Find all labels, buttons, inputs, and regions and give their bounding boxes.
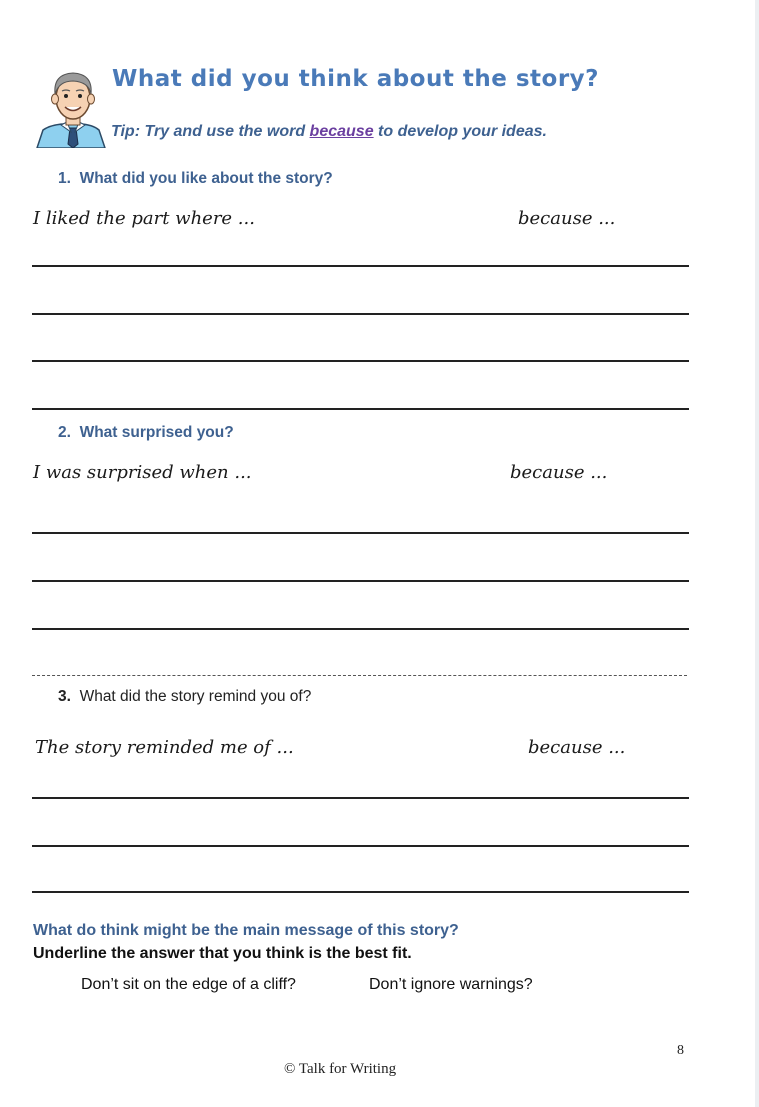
question-1	[58, 170, 333, 188]
question-1-number: 1.	[58, 170, 71, 187]
tip-suffix: to develop your ideas.	[373, 123, 547, 140]
answer-line[interactable]	[32, 265, 689, 267]
answer-line[interactable]	[32, 891, 689, 893]
answer-line[interactable]	[32, 408, 689, 410]
message-instruction: Underline the answer that you think is the best fit.	[33, 945, 412, 962]
question-2-text: What surprised you?	[79, 424, 234, 441]
message-option-2[interactable]: Don’t ignore warnings?	[369, 976, 533, 993]
answer-line[interactable]	[32, 580, 689, 582]
question-2-starter: I was surprised when ...	[33, 462, 252, 483]
answer-line[interactable]	[32, 360, 689, 362]
question-1-text: What did you like about the story?	[79, 170, 333, 187]
answer-line-dashed[interactable]	[32, 675, 687, 676]
page-number: 8	[677, 1043, 684, 1058]
answer-line[interactable]	[32, 845, 689, 847]
question-3-number: 3.	[58, 688, 71, 705]
answer-line[interactable]	[32, 797, 689, 799]
answer-line[interactable]	[32, 313, 689, 315]
question-2	[58, 424, 234, 442]
question-3-starter: The story reminded me of ...	[35, 737, 294, 758]
tip-highlight-word: because	[309, 123, 374, 140]
question-3-text: What did the story remind you of?	[79, 688, 312, 705]
question-1-because: because ...	[518, 208, 616, 229]
question-3-because: because ...	[528, 737, 626, 758]
answer-line[interactable]	[32, 628, 689, 630]
message-option-1[interactable]: Don’t sit on the edge of a cliff?	[81, 976, 296, 993]
page-edge	[755, 0, 759, 1107]
question-2-number: 2.	[58, 424, 71, 441]
page-title: What did you think about the story?	[112, 66, 599, 92]
teacher-avatar-icon	[33, 68, 111, 148]
question-2-because: because ...	[510, 462, 608, 483]
tip-text	[111, 123, 547, 141]
question-3	[58, 688, 311, 706]
tip-prefix: Tip: Try and use the word	[111, 123, 310, 140]
answer-line[interactable]	[32, 532, 689, 534]
question-1-starter: I liked the part where ...	[33, 208, 255, 229]
message-question: What do think might be the main message of this story?	[33, 922, 459, 939]
copyright-footer: © Talk for Writing	[284, 1061, 397, 1077]
